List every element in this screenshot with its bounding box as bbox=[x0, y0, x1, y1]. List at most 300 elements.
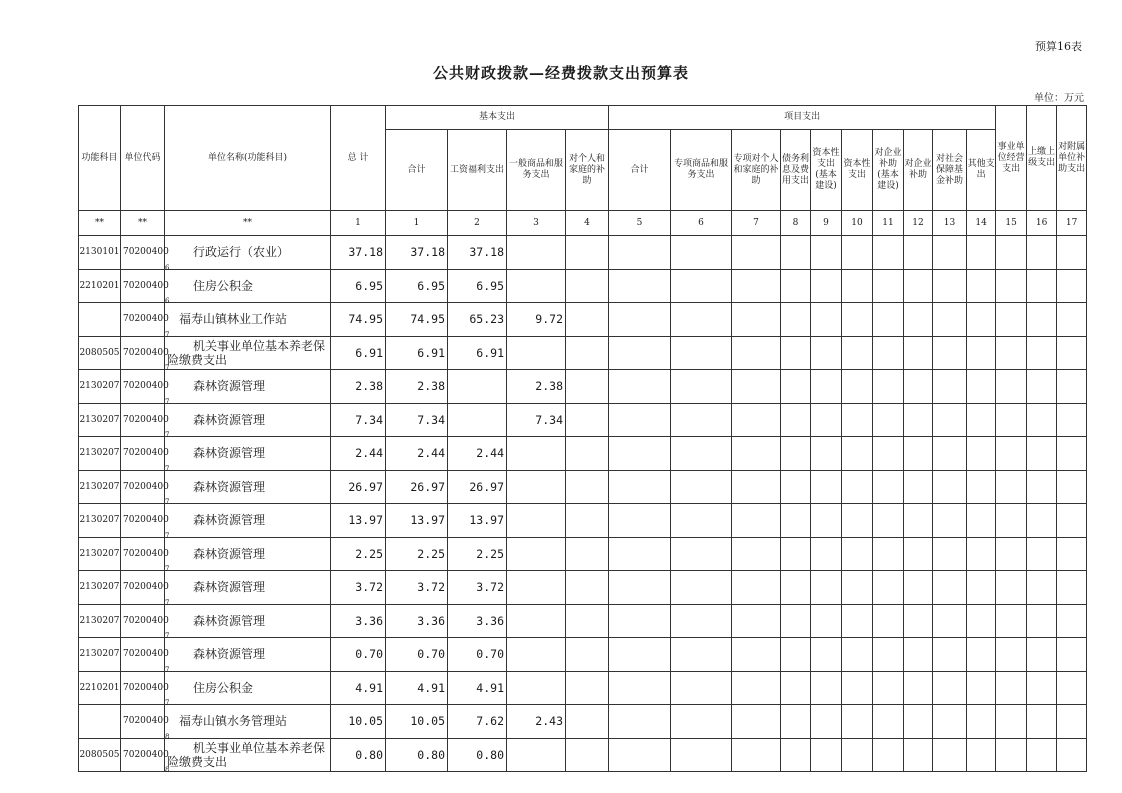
empty-cell bbox=[732, 705, 781, 739]
unit-name-cell: 森林资源管理 bbox=[165, 537, 331, 571]
unit-code-text: 70200400 bbox=[123, 381, 169, 392]
empty-cell bbox=[904, 303, 933, 337]
family-cell bbox=[566, 537, 609, 571]
empty-cell bbox=[732, 236, 781, 270]
empty-cell bbox=[781, 236, 811, 270]
empty-cell bbox=[732, 504, 781, 538]
unit-code-text: 70200400 bbox=[123, 515, 169, 526]
func-code-cell: 2130207 bbox=[79, 470, 121, 504]
family-cell bbox=[566, 604, 609, 638]
basic-total-cell: 6.91 bbox=[386, 336, 448, 370]
empty-cell bbox=[996, 403, 1027, 437]
goods-cell bbox=[507, 470, 566, 504]
empty-cell bbox=[609, 470, 671, 504]
empty-cell bbox=[732, 303, 781, 337]
wage-cell: 4.91 bbox=[448, 671, 507, 705]
unit-code-tail: 7 bbox=[165, 531, 170, 540]
index-cell: 6 bbox=[671, 211, 732, 236]
basic-total-cell: 0.70 bbox=[386, 638, 448, 672]
empty-cell bbox=[609, 336, 671, 370]
family-cell bbox=[566, 571, 609, 605]
empty-cell bbox=[811, 470, 842, 504]
unit-code-tail: 8 bbox=[165, 732, 170, 741]
empty-cell bbox=[609, 269, 671, 303]
empty-cell bbox=[671, 638, 732, 672]
empty-cell bbox=[609, 571, 671, 605]
empty-cell bbox=[609, 604, 671, 638]
goods-cell: 9.72 bbox=[507, 303, 566, 337]
empty-cell bbox=[967, 604, 996, 638]
empty-cell bbox=[609, 437, 671, 471]
family-cell bbox=[566, 370, 609, 404]
empty-cell bbox=[1027, 638, 1057, 672]
basic-total-cell: 7.34 bbox=[386, 403, 448, 437]
empty-cell bbox=[1057, 336, 1087, 370]
header-project-5: 资本性支出 bbox=[842, 130, 873, 211]
empty-cell bbox=[781, 705, 811, 739]
empty-cell bbox=[811, 604, 842, 638]
wage-cell: 7.62 bbox=[448, 705, 507, 739]
empty-cell bbox=[842, 537, 873, 571]
empty-cell bbox=[873, 705, 904, 739]
table-row bbox=[79, 437, 1087, 471]
index-cell: ** bbox=[165, 211, 331, 236]
family-cell bbox=[566, 269, 609, 303]
unit-code-text: 70200400 bbox=[123, 716, 169, 727]
empty-cell bbox=[967, 370, 996, 404]
empty-cell bbox=[1057, 303, 1087, 337]
unit-code-cell bbox=[121, 437, 170, 473]
index-cell: 12 bbox=[904, 211, 933, 236]
wage-cell: 26.97 bbox=[448, 470, 507, 504]
unit-code-text: 70200400 bbox=[123, 448, 169, 459]
header-project-1: 专项商品和服务支出 bbox=[671, 130, 732, 211]
func-code-cell: 2080505 bbox=[79, 738, 121, 772]
index-cell: 2 bbox=[448, 211, 507, 236]
empty-cell bbox=[1057, 738, 1087, 772]
empty-cell bbox=[967, 571, 996, 605]
unit-name-cell: 森林资源管理 bbox=[165, 571, 331, 605]
unit-code-cell bbox=[121, 705, 170, 741]
empty-cell bbox=[967, 537, 996, 571]
empty-cell bbox=[873, 269, 904, 303]
unit-name-cell: 森林资源管理 bbox=[165, 370, 331, 404]
empty-cell bbox=[811, 437, 842, 471]
empty-cell bbox=[671, 336, 732, 370]
empty-cell bbox=[873, 638, 904, 672]
empty-cell bbox=[1027, 303, 1057, 337]
header-project-6: 对企业补助(基本建设) bbox=[873, 130, 904, 211]
empty-cell bbox=[933, 236, 967, 270]
basic-total-cell: 2.25 bbox=[386, 537, 448, 571]
header-unit-code: 单位代码 bbox=[121, 106, 165, 211]
unit-name-cell: 住房公积金 bbox=[165, 671, 331, 705]
total-cell: 13.97 bbox=[331, 504, 386, 538]
index-cell: ** bbox=[121, 211, 165, 236]
header-unit-name: 单位名称(功能科目) bbox=[165, 106, 331, 211]
total-cell: 3.72 bbox=[331, 571, 386, 605]
header-tail-2: 对附属单位补助支出 bbox=[1057, 106, 1087, 211]
empty-cell bbox=[671, 604, 732, 638]
header-tail-0: 事业单位经营支出 bbox=[996, 106, 1027, 211]
goods-cell bbox=[507, 571, 566, 605]
empty-cell bbox=[996, 236, 1027, 270]
empty-cell bbox=[904, 470, 933, 504]
unit-code-text: 70200400 bbox=[123, 314, 169, 325]
empty-cell bbox=[811, 504, 842, 538]
empty-cell bbox=[671, 671, 732, 705]
basic-total-cell: 26.97 bbox=[386, 470, 448, 504]
empty-cell bbox=[1027, 403, 1057, 437]
unit-code-tail: 7 bbox=[165, 598, 170, 607]
empty-cell bbox=[967, 236, 996, 270]
empty-cell bbox=[732, 537, 781, 571]
unit-code-tail: 7 bbox=[165, 330, 170, 339]
table-row bbox=[79, 269, 1087, 303]
empty-cell bbox=[933, 370, 967, 404]
wage-cell bbox=[448, 403, 507, 437]
unit-code-tail: 6 bbox=[165, 263, 170, 272]
unit-code-tail: 7 bbox=[165, 397, 170, 406]
total-cell: 7.34 bbox=[331, 403, 386, 437]
unit-code-cell bbox=[121, 504, 170, 540]
wage-cell: 6.91 bbox=[448, 336, 507, 370]
empty-cell bbox=[1027, 370, 1057, 404]
unit-code-tail: 7 bbox=[165, 431, 170, 439]
func-code-cell: 2130207 bbox=[79, 638, 121, 672]
empty-cell bbox=[1027, 604, 1057, 638]
empty-cell bbox=[933, 638, 967, 672]
func-code-cell: 2130207 bbox=[79, 537, 121, 571]
unit-code-cell bbox=[121, 470, 170, 506]
func-code-cell bbox=[79, 303, 121, 337]
func-code-cell: 2210201 bbox=[79, 671, 121, 705]
empty-cell bbox=[811, 738, 842, 772]
family-cell bbox=[566, 437, 609, 471]
unit-name-cell: 住房公积金 bbox=[165, 269, 331, 303]
empty-cell bbox=[933, 336, 967, 370]
basic-total-cell: 0.80 bbox=[386, 738, 448, 772]
empty-cell bbox=[996, 705, 1027, 739]
empty-cell bbox=[671, 269, 732, 303]
wage-cell: 13.97 bbox=[448, 504, 507, 538]
total-cell: 6.95 bbox=[331, 269, 386, 303]
empty-cell bbox=[1057, 638, 1087, 672]
empty-cell bbox=[732, 370, 781, 404]
empty-cell bbox=[873, 403, 904, 437]
empty-cell bbox=[873, 437, 904, 471]
unit-name-line2: 险缴费支出 bbox=[167, 754, 228, 769]
empty-cell bbox=[933, 571, 967, 605]
unit-name-cell bbox=[165, 738, 331, 772]
empty-cell bbox=[1057, 370, 1087, 404]
unit-code-tail: 7 bbox=[165, 699, 170, 707]
empty-cell bbox=[996, 604, 1027, 638]
empty-cell bbox=[842, 370, 873, 404]
empty-cell bbox=[781, 336, 811, 370]
unit-code-cell bbox=[121, 671, 170, 707]
unit-name-line2: 险缴费支出 bbox=[167, 352, 228, 367]
wage-cell: 0.70 bbox=[448, 638, 507, 672]
unit-code-text: 70200400 bbox=[123, 582, 169, 593]
header-project-9: 其他支出 bbox=[967, 130, 996, 211]
basic-total-cell: 4.91 bbox=[386, 671, 448, 705]
empty-cell bbox=[1057, 470, 1087, 504]
empty-cell bbox=[671, 437, 732, 471]
empty-cell bbox=[811, 370, 842, 404]
unit-code-text: 70200400 bbox=[123, 749, 169, 760]
unit-code-text: 70200400 bbox=[123, 481, 169, 492]
header-project: 项目支出 bbox=[609, 106, 996, 130]
empty-cell bbox=[842, 437, 873, 471]
empty-cell bbox=[811, 705, 842, 739]
empty-cell bbox=[904, 571, 933, 605]
empty-cell bbox=[732, 571, 781, 605]
empty-cell bbox=[1027, 504, 1057, 538]
empty-cell bbox=[1027, 705, 1057, 739]
empty-cell bbox=[996, 638, 1027, 672]
empty-cell bbox=[842, 571, 873, 605]
empty-cell bbox=[671, 470, 732, 504]
empty-cell bbox=[1057, 537, 1087, 571]
empty-cell bbox=[904, 504, 933, 538]
empty-cell bbox=[732, 336, 781, 370]
empty-cell bbox=[996, 470, 1027, 504]
empty-cell bbox=[1057, 403, 1087, 437]
total-cell: 2.25 bbox=[331, 537, 386, 571]
family-cell bbox=[566, 336, 609, 370]
empty-cell bbox=[967, 437, 996, 471]
empty-cell bbox=[842, 504, 873, 538]
empty-cell bbox=[1057, 437, 1087, 471]
header-basic-2: 一般商品和服务支出 bbox=[507, 130, 566, 211]
unit-code-tail: 8 bbox=[165, 766, 170, 774]
wage-cell: 2.25 bbox=[448, 537, 507, 571]
unit-label: 单位：万元 bbox=[1034, 93, 1084, 104]
unit-name-cell bbox=[165, 336, 331, 370]
goods-cell bbox=[507, 638, 566, 672]
total-cell: 74.95 bbox=[331, 303, 386, 337]
empty-cell bbox=[811, 537, 842, 571]
empty-cell bbox=[1057, 705, 1087, 739]
empty-cell bbox=[609, 504, 671, 538]
table-row bbox=[79, 738, 1087, 772]
empty-cell bbox=[1027, 470, 1057, 504]
empty-cell bbox=[873, 370, 904, 404]
family-cell bbox=[566, 403, 609, 437]
total-cell: 0.70 bbox=[331, 638, 386, 672]
goods-cell: 2.38 bbox=[507, 370, 566, 404]
unit-code-tail: 7 bbox=[165, 498, 170, 506]
empty-cell bbox=[609, 738, 671, 772]
empty-cell bbox=[781, 269, 811, 303]
wage-cell: 6.95 bbox=[448, 269, 507, 303]
goods-cell bbox=[507, 336, 566, 370]
func-code-cell: 2130207 bbox=[79, 571, 121, 605]
empty-cell bbox=[732, 604, 781, 638]
empty-cell bbox=[811, 269, 842, 303]
unit-name-cell: 森林资源管理 bbox=[165, 470, 331, 504]
empty-cell bbox=[933, 403, 967, 437]
empty-cell bbox=[1027, 671, 1057, 705]
table-row bbox=[79, 537, 1087, 571]
header-basic-1: 工资福利支出 bbox=[448, 130, 507, 211]
empty-cell bbox=[904, 403, 933, 437]
empty-cell bbox=[873, 504, 904, 538]
empty-cell bbox=[671, 504, 732, 538]
unit-code-text: 70200400 bbox=[123, 615, 169, 626]
empty-cell bbox=[933, 470, 967, 504]
family-cell bbox=[566, 705, 609, 739]
empty-cell bbox=[873, 537, 904, 571]
empty-cell bbox=[842, 604, 873, 638]
index-cell: 11 bbox=[873, 211, 904, 236]
empty-cell bbox=[996, 504, 1027, 538]
empty-cell bbox=[1057, 571, 1087, 605]
empty-cell bbox=[609, 370, 671, 404]
empty-cell bbox=[842, 671, 873, 705]
empty-cell bbox=[811, 236, 842, 270]
empty-cell bbox=[781, 604, 811, 638]
index-cell: 15 bbox=[996, 211, 1027, 236]
index-cell: 14 bbox=[967, 211, 996, 236]
empty-cell bbox=[873, 236, 904, 270]
empty-cell bbox=[904, 336, 933, 370]
table-row bbox=[79, 236, 1087, 270]
empty-cell bbox=[1057, 236, 1087, 270]
unit-name-cell: 森林资源管理 bbox=[165, 403, 331, 437]
empty-cell bbox=[967, 705, 996, 739]
empty-cell bbox=[1057, 604, 1087, 638]
goods-cell: 2.43 bbox=[507, 705, 566, 739]
unit-code-tail: 6 bbox=[165, 297, 170, 305]
func-code-cell: 2130207 bbox=[79, 437, 121, 471]
family-cell bbox=[566, 671, 609, 705]
unit-code-cell bbox=[121, 403, 170, 439]
empty-cell bbox=[732, 638, 781, 672]
empty-cell bbox=[811, 403, 842, 437]
index-cell: 5 bbox=[609, 211, 671, 236]
total-cell: 2.44 bbox=[331, 437, 386, 471]
table-row bbox=[79, 638, 1087, 672]
empty-cell bbox=[996, 671, 1027, 705]
unit-name-cell: 森林资源管理 bbox=[165, 638, 331, 672]
index-cell: 1 bbox=[331, 211, 386, 236]
goods-cell bbox=[507, 671, 566, 705]
empty-cell bbox=[671, 303, 732, 337]
unit-code-text: 70200400 bbox=[123, 280, 169, 291]
empty-cell bbox=[781, 437, 811, 471]
unit-name-cell: 福寿山镇林业工作站 bbox=[165, 303, 331, 337]
empty-cell bbox=[933, 671, 967, 705]
header-project-3: 债务利息及费用支出 bbox=[781, 130, 811, 211]
basic-total-cell: 3.72 bbox=[386, 571, 448, 605]
budget-table bbox=[78, 105, 1087, 772]
total-cell: 6.91 bbox=[331, 336, 386, 370]
empty-cell bbox=[811, 671, 842, 705]
total-cell: 37.18 bbox=[331, 236, 386, 270]
empty-cell bbox=[842, 303, 873, 337]
basic-total-cell: 37.18 bbox=[386, 236, 448, 270]
unit-name-cell: 森林资源管理 bbox=[165, 604, 331, 638]
empty-cell bbox=[671, 705, 732, 739]
empty-cell bbox=[1057, 269, 1087, 303]
family-cell bbox=[566, 470, 609, 504]
header-total: 总 计 bbox=[331, 106, 386, 211]
header-basic-3: 对个人和家庭的补助 bbox=[566, 130, 609, 211]
goods-cell bbox=[507, 537, 566, 571]
empty-cell bbox=[904, 236, 933, 270]
empty-cell bbox=[781, 303, 811, 337]
goods-cell bbox=[507, 269, 566, 303]
empty-cell bbox=[1027, 537, 1057, 571]
empty-cell bbox=[967, 303, 996, 337]
unit-code-cell bbox=[121, 236, 170, 272]
unit-name-cell: 行政运行（农业） bbox=[165, 236, 331, 270]
empty-cell bbox=[873, 470, 904, 504]
empty-cell bbox=[781, 671, 811, 705]
empty-cell bbox=[967, 403, 996, 437]
empty-cell bbox=[996, 303, 1027, 337]
empty-cell bbox=[811, 336, 842, 370]
empty-cell bbox=[904, 738, 933, 772]
empty-cell bbox=[842, 336, 873, 370]
empty-cell bbox=[1027, 336, 1057, 370]
basic-total-cell: 2.38 bbox=[386, 370, 448, 404]
empty-cell bbox=[904, 437, 933, 471]
empty-cell bbox=[873, 571, 904, 605]
empty-cell bbox=[609, 537, 671, 571]
index-cell: 8 bbox=[781, 211, 811, 236]
func-code-cell: 2080505 bbox=[79, 336, 121, 370]
goods-cell bbox=[507, 604, 566, 638]
empty-cell bbox=[781, 537, 811, 571]
func-code-cell: 2130101 bbox=[79, 236, 121, 270]
empty-cell bbox=[996, 571, 1027, 605]
empty-cell bbox=[1057, 671, 1087, 705]
header-basic-0: 合计 bbox=[386, 130, 448, 211]
unit-code-cell bbox=[121, 370, 170, 406]
empty-cell bbox=[904, 638, 933, 672]
empty-cell bbox=[996, 437, 1027, 471]
unit-code-text: 70200400 bbox=[123, 548, 169, 559]
header-project-4: 资本性支出(基本建设) bbox=[811, 130, 842, 211]
index-cell: 4 bbox=[566, 211, 609, 236]
unit-code-cell bbox=[121, 638, 170, 674]
empty-cell bbox=[967, 336, 996, 370]
empty-cell bbox=[842, 236, 873, 270]
table-row bbox=[79, 571, 1087, 605]
wage-cell: 3.36 bbox=[448, 604, 507, 638]
unit-code-cell bbox=[121, 738, 170, 774]
empty-cell bbox=[1027, 571, 1057, 605]
header-func-subject: 功能科目 bbox=[79, 106, 121, 211]
empty-cell bbox=[904, 604, 933, 638]
empty-cell bbox=[781, 738, 811, 772]
unit-code-tail: 7 bbox=[165, 665, 170, 674]
empty-cell bbox=[1027, 236, 1057, 270]
empty-cell bbox=[842, 403, 873, 437]
empty-cell bbox=[811, 638, 842, 672]
empty-cell bbox=[609, 671, 671, 705]
unit-code-cell bbox=[121, 303, 170, 339]
wage-cell: 65.23 bbox=[448, 303, 507, 337]
table-row bbox=[79, 370, 1087, 404]
empty-cell bbox=[873, 303, 904, 337]
empty-cell bbox=[671, 370, 732, 404]
empty-cell bbox=[904, 705, 933, 739]
empty-cell bbox=[967, 671, 996, 705]
